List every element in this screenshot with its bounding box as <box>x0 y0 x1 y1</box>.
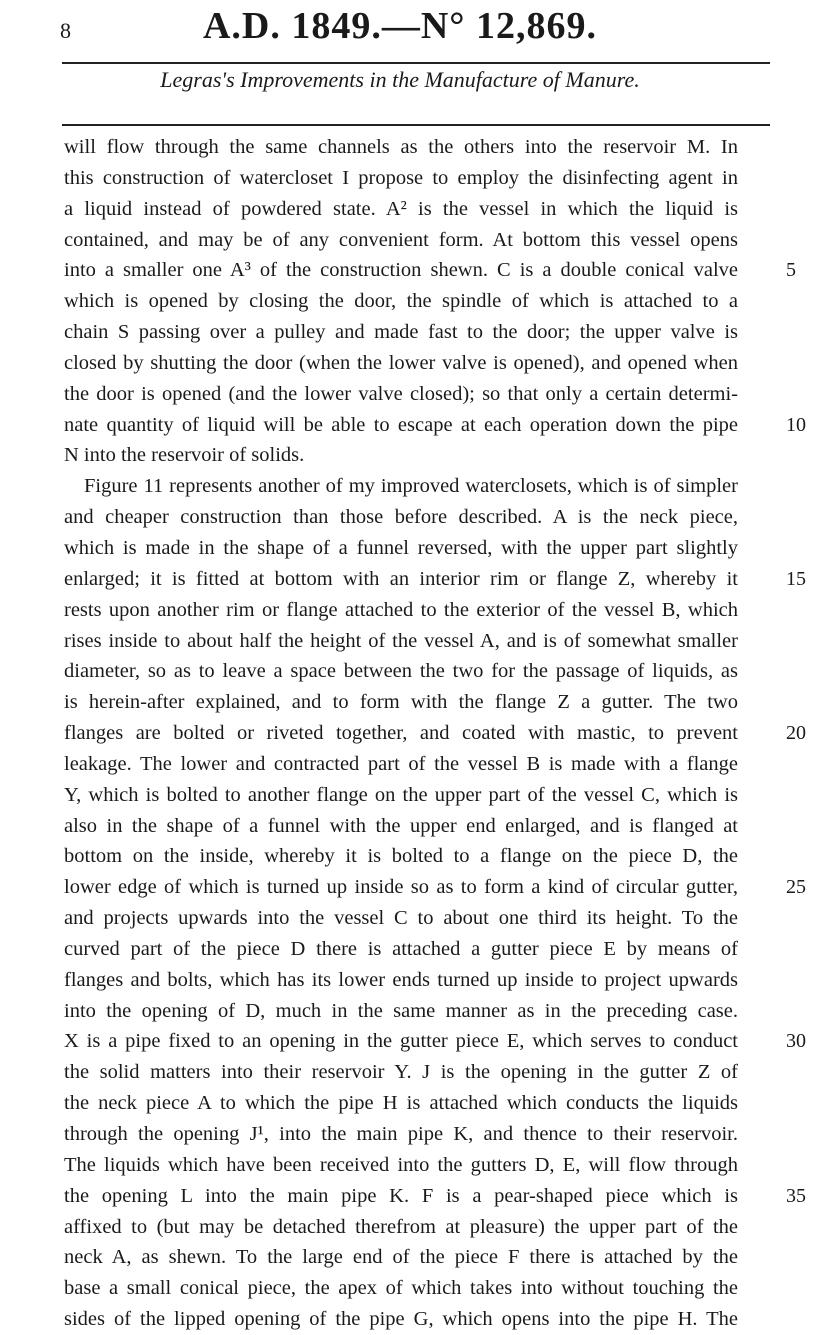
line-text: closed by shutting the door (when the lower valve is opened), and opened when <box>64 351 738 374</box>
line-text: nate quantity of liquid will be able to escape at each operation down the pipe <box>64 413 738 436</box>
line-text: which is opened by closing the door, the spindle of which is attached to a <box>64 290 738 313</box>
text-line <box>64 163 770 194</box>
line-text: will flow through the same channels as the others into the reservoir M. In <box>64 136 738 158</box>
line-text: also in the shape of a funnel with the upper end enlarged, and is flanged at <box>64 814 738 837</box>
line-text: which is made in the shape of a funnel reversed, with the upper part slightly <box>64 536 738 559</box>
line-text: bottom on the inside, whereby it is bolted to a flange on the piece D, the <box>64 845 738 868</box>
line-number: 10 <box>786 413 806 436</box>
text-line <box>64 410 806 441</box>
text-line <box>64 780 770 811</box>
text-line <box>64 1026 806 1057</box>
text-line <box>64 1150 770 1181</box>
line-number: 20 <box>786 722 806 745</box>
text-line <box>64 687 770 718</box>
line-text: curved part of the piece D there is attached a gutter piece E by means of <box>64 937 738 960</box>
line-text: this construction of watercloset I propose to employ the disinfecting agent in <box>64 166 738 189</box>
text-line <box>64 1212 770 1243</box>
line-text: diameter, so as to leave a space between the two for the passage of liquids, as <box>64 660 738 683</box>
line-text: leakage. The lower and contracted part of the vessel B is made with a flange <box>64 752 738 775</box>
body-text <box>64 132 806 1335</box>
line-text: the neck piece A to which the pipe H is attached which conducts the liquids <box>64 1092 738 1115</box>
line-text: flanges and bolts, which has its lower ends turned up inside to project upwards <box>64 968 738 991</box>
line-number: 25 <box>786 876 806 899</box>
text-line <box>64 440 770 471</box>
line-text: lower edge of which is turned up inside so as to form a kind of circular gutter, <box>64 876 738 899</box>
line-text: rises inside to about half the height of the vessel A, and is of somewhat smaller <box>64 629 738 652</box>
text-line <box>64 872 806 903</box>
line-number: 15 <box>786 567 806 590</box>
text-line <box>64 533 770 564</box>
text-line <box>64 841 770 872</box>
line-text: a liquid instead of powdered state. A² is the vessel in which the liquid is <box>64 197 738 220</box>
text-line <box>64 194 770 225</box>
line-text: sides of the lipped opening of the pipe G, which opens into the pipe H. The <box>64 1308 738 1331</box>
line-text: is herein-after explained, and to form with the flange Z a gutter. The two <box>64 691 738 714</box>
line-text: neck A, as shewn. To the large end of the piece F there is attached by the <box>64 1246 738 1269</box>
line-text: chain S passing over a pulley and made fast to the door; the upper valve is <box>64 321 738 344</box>
line-text: Figure 11 represents another of my improved waterclosets, which is of simpler <box>84 475 738 498</box>
text-line <box>64 502 770 533</box>
patent-heading: A.D. 1849.—N° 12,869. <box>202 5 598 47</box>
line-text: through the opening J¹, into the main pipe K, and thence to their reservoir. <box>64 1123 738 1145</box>
line-text: N into the reservoir of solids. <box>64 444 305 467</box>
line-text: contained, and may be of any convenient form. At bottom this vessel opens <box>64 228 738 251</box>
line-text: the opening L into the main pipe K. F is a pear-shaped piece which is <box>64 1184 738 1207</box>
text-line <box>64 255 796 286</box>
line-text: rests upon another rim or flange attached to the exterior of the vessel B, which <box>64 598 738 621</box>
text-line <box>64 749 770 780</box>
text-line <box>64 996 770 1027</box>
line-text: and projects upwards into the vessel C to about one third its height. To the <box>64 907 738 930</box>
text-line <box>64 348 770 379</box>
text-line <box>64 811 770 842</box>
line-text: Y, which is bolted to another flange on the upper part of the vessel C, which is <box>64 783 738 806</box>
text-line <box>64 656 770 687</box>
line-text: the solid matters into their reservoir Y. J is the opening in the gutter Z of <box>64 1061 738 1084</box>
text-line <box>64 317 770 348</box>
running-title: Legras's Improvements in the Manufacture of Manure. <box>160 67 640 92</box>
line-number: 30 <box>786 1030 806 1053</box>
line-text: X is a pipe fixed to an opening in the gutter piece E, which serves to conduct <box>64 1030 738 1053</box>
page-number: 8 <box>60 18 71 43</box>
text-line <box>64 286 770 317</box>
text-line <box>64 132 770 163</box>
text-line <box>64 1242 770 1273</box>
line-text: The liquids which have been received into the gutters D, E, will flow through <box>64 1153 738 1176</box>
text-line <box>64 934 770 965</box>
line-text: and cheaper construction than those before described. A is the neck piece, <box>64 506 738 529</box>
text-line <box>64 225 770 256</box>
line-text: flanges are bolted or riveted together, and coated with mastic, to prevent <box>64 722 738 745</box>
text-line <box>64 903 770 934</box>
text-line <box>64 718 806 749</box>
text-line <box>64 1057 770 1088</box>
line-text: affixed to (but may be detached therefrom at pleasure) the upper part of the <box>64 1215 738 1238</box>
header-rule-top <box>62 62 770 64</box>
text-line <box>64 471 770 502</box>
line-text: base a small conical piece, the apex of which takes into without touching the <box>64 1277 738 1300</box>
text-line <box>64 626 770 657</box>
line-number: 35 <box>786 1184 806 1207</box>
text-line <box>64 564 806 595</box>
text-line <box>64 965 770 996</box>
text-line <box>64 1304 770 1335</box>
line-text: the door is opened (and the lower valve closed); so that only a certain determi- <box>64 382 738 405</box>
text-line <box>64 1181 806 1212</box>
line-text: enlarged; it is fitted at bottom with an interior rim or flange Z, whereby it <box>64 567 738 590</box>
text-line <box>64 1119 770 1150</box>
header-rule-bottom <box>62 124 770 126</box>
text-line <box>64 1273 770 1304</box>
line-number: 5 <box>786 259 796 282</box>
text-line <box>64 1088 770 1119</box>
text-line <box>64 595 770 626</box>
line-text: into a smaller one A³ of the construction shewn. C is a double conical valve <box>64 259 738 282</box>
line-text: into the opening of D, much in the same manner as in the preceding case. <box>64 999 738 1022</box>
text-line <box>64 379 770 410</box>
